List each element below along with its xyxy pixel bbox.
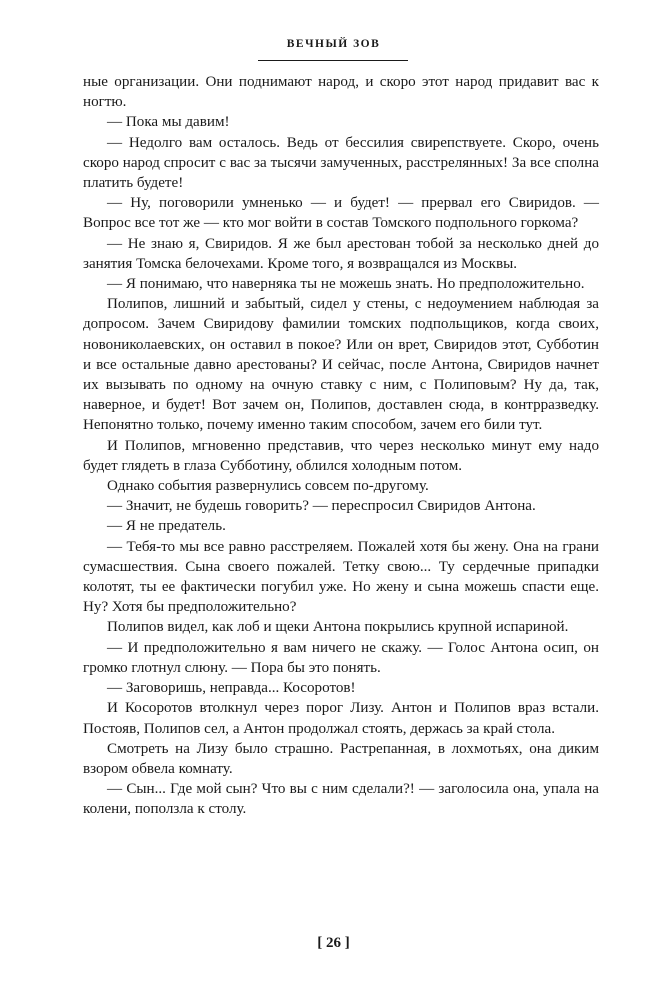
paragraph: — И предположительно я вам ничего не скажу. — Голос Антона осип, он громко глотнул слюну. — Пора бы это понять.	[83, 639, 599, 676]
paragraph: — Недолго вам осталось. Ведь от бессилия свирепствуете. Скоро, очень скоро народ спросит с вас за тысячи замученных, расстрелянных! За все сполна платить будете!	[83, 134, 599, 192]
running-header: ВЕЧНЫЙ ЗОВ	[286, 38, 381, 50]
paragraph: Однако события развернулись совсем по-другому.	[107, 478, 429, 495]
paragraph: — Ну, поговорили умненько — и будет! — прервал его Свиридов. — Вопрос все тот же — кто мог войти в состав Томского подпольного горкома?	[83, 195, 599, 232]
body-text	[83, 72, 599, 820]
header-rule	[258, 60, 408, 61]
paragraph: — Заговоришь, неправда... Косоротов!	[107, 680, 356, 697]
paragraph: — Не знаю я, Свиридов. Я же был арестован тобой за несколько дней до занятия Томска белочехами. Кроме того, я возвращался из Москвы.	[83, 235, 599, 272]
paragraph: — Пока мы давим!	[107, 114, 230, 131]
paragraph: — Я не предатель.	[107, 518, 226, 535]
paragraph: Полипов, лишний и забытый, сидел у стены, с недоумением наблюдая за допросом. Зачем Свиридову фамилии томских подпольщиков, когда своих, новониколаевских, он оставил в покое? Или он врет, Свиридов этот, Субботин и все остальные давно арестованы? И сейчас, после Антона, Свиридов начнет их вызывать по одному на очную ставку с ним, с Полиповым? Ну да, так, наверное, и будет! Вот зачем он, Полипов, доставлен сюда, в контрразведку. Непонятно только, почему именно таким способом, зачем его били тут.	[83, 296, 599, 434]
paragraph: И Косоротов втолкнул через порог Лизу. Антон и Полипов враз встали. Постояв, Полипов сел, а Антон продолжал стоять, держась за край стола.	[83, 700, 599, 737]
paragraph: — Я понимаю, что наверняка ты не можешь знать. Но предположительно.	[107, 276, 585, 293]
paragraph: — Значит, не будешь говорить? — переспросил Свиридов Антона.	[107, 498, 536, 515]
paragraph: И Полипов, мгновенно представив, что через несколько минут ему надо будет глядеть в глаза Субботину, облился холодным потом.	[83, 437, 599, 474]
paragraph: Смотреть на Лизу было страшно. Растрепанная, в лохмотьях, она диким взором обвела комнату.	[83, 740, 599, 777]
paragraph: — Тебя-то мы все равно расстреляем. Пожалей хотя бы жену. Она на грани сумасшествия. Сына своего пожалей. Тетку свою... Ту сердечные припадки колотят, ты ее фактически погубил уже. Но жену и сына можешь спасти еще. Ну? Хотя бы предположительно?	[83, 538, 599, 616]
paragraph: ные организации. Они поднимают народ, и скоро этот народ придавит вас к ногтю.	[83, 74, 599, 111]
page-number: [ 26 ]	[317, 935, 350, 951]
paragraph: Полипов видел, как лоб и щеки Антона покрылись крупной испариной.	[107, 619, 569, 636]
paragraph: — Сын... Где мой сын? Что вы с ним сделали?! — заголосила она, упала на колени, поползла к столу.	[83, 781, 599, 818]
